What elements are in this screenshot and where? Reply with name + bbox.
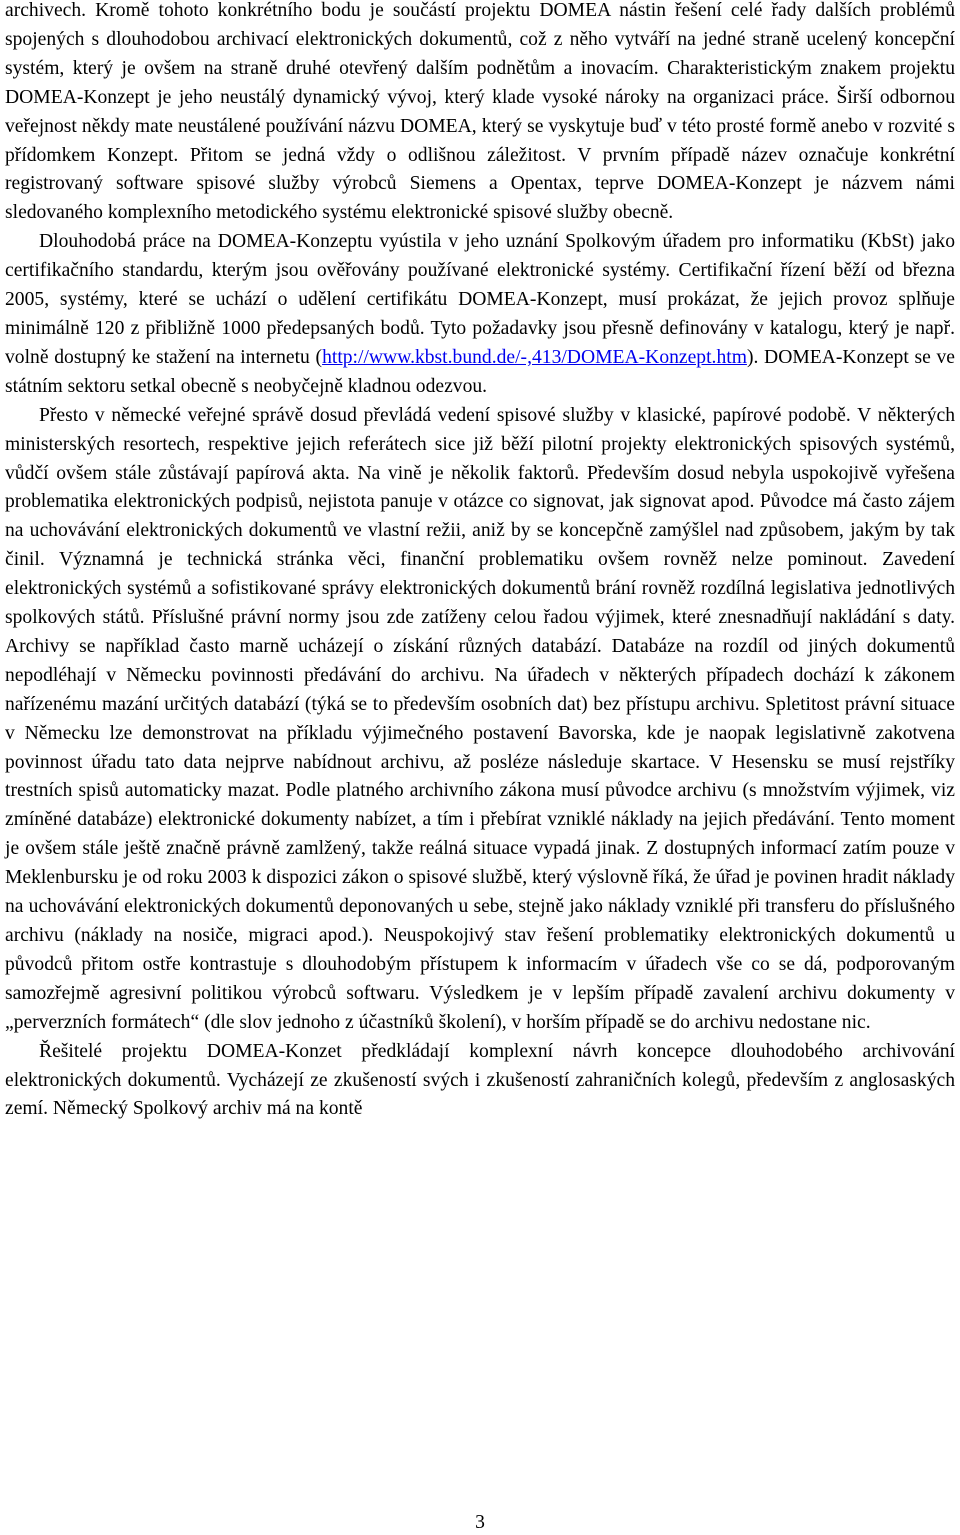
paragraph-1 (5, 0, 955, 228)
paragraph-1-text: archivech. Kromě tohoto konkrétního bodu je součástí projektu DOMEA nástin řešení celé řady dalších problémů spojených s dlouhodobou archivací elektronických dokumentů, což z něho vytváří na jedné straně ucelený koncepční systém, který je ovšem na straně druhé otevřený dalším podnětům a inovacím. Charakteristickým znakem projektu DOMEA-Konzept je jeho neustálý dynamický vývoj, který klade vysoké nároky na organizaci práce. Širší odbornou veřejnost někdy mate neustálené používání názvu DOMEA, který se vyskytuje buď v této prosté formě anebo v rozvité s přídomkem Konzept. Přitom se jedná vždy o odlišnou záležitost. V prvním případě název označuje konkrétní registrovaný software spisové služby výrobců Siemens a Opentax, teprve DOMEA-Konzept je názvem námi sledovaného komplexního metodického systému elektronické spisové služby obecně. (5, 0, 955, 224)
paragraph-4 (5, 1038, 955, 1125)
page-number: 3 (475, 1512, 485, 1533)
document-page (5, 0, 955, 1124)
paragraph-2-text-after-link: ). DOMEA-Konzept se ve státním sektoru setkal obecně s neobyčejně kladnou odezvou. (5, 346, 955, 397)
paragraph-2 (5, 228, 955, 401)
paragraph-3-text: Přesto v německé veřejné správě dosud převládá vedení spisové služby v klasické, papírové podobě. V některých ministerských resortech, respektive jejich referátech sice již běží pilotní projekty elektronických spisových systémů, vůdčí ovšem stále zůstávají papírová akta. Na vině je několik faktorů. Především dosud nebyla uspokojivě vyřešena problematika elektronických podpisů, nejistota panuje v otázce co signovat, jak signovat apod. Původce má často zájem na uchovávání elektronických dokumentů ve vlastní režii, aniž by se koncepčně zamýšlel nad způsobem, jakým by tak činil. Významná je technická stránka věci, finanční problematiku ovšem rovněž nelze pominout. Zavedení elektronických systémů a sofistikované správy elektronických dokumentů brání rovněž rozdílná legislativa jednotlivých spolkových států. Příslušné právní normy jsou zde zatíženy celou řadou výjimek, které znesnadňují nakládání s daty. Archivy se například často marně ucházejí o získání různých databází. Databáze na rozdíl od jiných dokumentů nepodléhají v Německu povinnosti předávání do archivu. Na úřadech v některých případech dochází k zákonem nařízenému mazání určitých databází (týká se to především osobních dat) bez přístupu archivu. Spletitost právní situace v Německu lze demonstrovat na příkladu výjimečného postavení Bavorska, kde je naopak legislativně zakotvena povinnost úřadu tato data nejprve nabídnout archivu, až posléze následuje skartace. V Hesensku se musí rejstříky trestních spisů automaticky mazat. Podle platného archivního zákona musí původce archivu (s množstvím výjimek, viz zmíněné databáze) elektronické dokumenty nabízet, a tím i přebírat vzniklé náklady na jejich předávání. Tento moment je ovšem stále ještě značně právně zamlžený, takže reálná situace vypadá jinak. Z dostupných informací zatím pouze v Meklenbursku je od roku 2003 k dispozici zákon o spisové službě, který výslovně říká, že úřad je povinen hradit náklady na uchovávání elektronických dokumentů deponovaných u sebe, stejně jako náklady vzniklé při transferu do příslušného archivu (náklady na nosiče, migraci apod.). Neuspokojivý stav řešení problematiky elektronických dokumentů u původců přitom ostře kontrastuje s dlouhodobým přístupem k informacím v úřadech vše co se dá, podporovaným samozřejmě agresivní politikou výrobců softwaru. Výsledkem je v lepším případě zavalení archivu dokumenty v „perverzních formátech“ (dle slov jednoho z účastníků školení), v horším případě se do archivu nedostane nic. (5, 404, 955, 1033)
paragraph-2-text-before-link: Dlouhodobá práce na DOMEA-Konzeptu vyústila v jeho uznání Spolkovým úřadem pro informatiku (KbSt) jako certifikačního standardu, kterým jsou ověřovány používané elektronické systémy. Certifikační řízení běží od března 2005, systémy, které se uchází o udělení certifikátu DOMEA-Konzept, musí prokázat, že jejich provoz splňuje minimálně 120 z přibližně 1000 předepsaných bodů. Tyto požadavky jsou přesně definovány v katalogu, který je např. volně dostupný ke stažení na internetu ( (5, 231, 955, 368)
kbst-catalog-link[interactable]: http://www.kbst.bund.de/-,413/DOMEA-Konzept.htm (322, 346, 747, 368)
paragraph-4-text: Řešitelé projektu DOMEA-Konzet předkládají komplexní návrh koncepce dlouhodobého archivování elektronických dokumentů. Vycházejí ze zkušeností svých i zkušeností zahraničních kolegů, především z anglosaských zemí. Německý Spolkový archiv má na kontě (5, 1040, 955, 1120)
paragraph-3 (5, 402, 955, 1038)
